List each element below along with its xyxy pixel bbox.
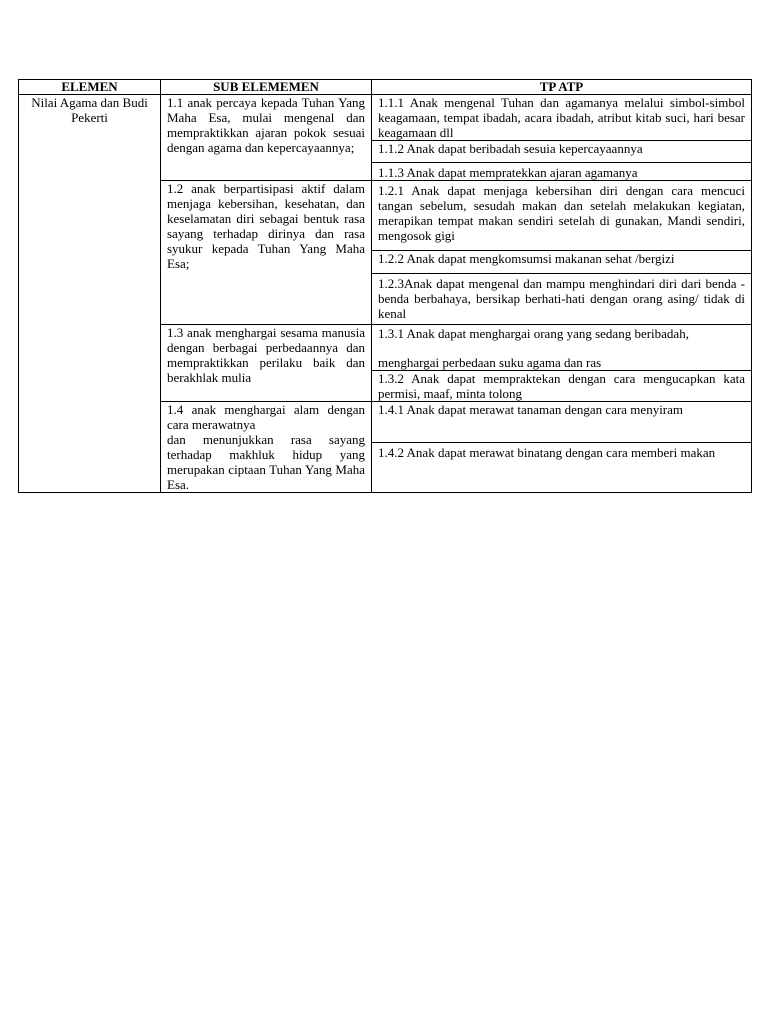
tp-1-4-2: 1.4.2 Anak dapat merawat binatang dengan cara memberi makan: [372, 443, 752, 493]
tp-1-1-1: 1.1.1 Anak mengenal Tuhan dan agamanya melalui simbol-simbol keagamaan, tempat ibadah, acara ibadah, atribut kitab suci, hari besar keagamaan dll: [372, 95, 752, 141]
tp-1-1-3: 1.1.3 Anak dapat mempratekkan ajaran agamanya: [372, 163, 752, 181]
table-row: [19, 95, 752, 141]
header-elemen: ELEMEN: [19, 80, 161, 95]
tp-1-3-2: 1.3.2 Anak dapat mempraktekan dengan cara mengucapkan kata permisi, maaf, minta tolong: [372, 371, 752, 402]
header-row: [19, 80, 752, 95]
curriculum-table: [18, 79, 752, 493]
elemen-cell: Nilai Agama dan Budi Pekerti: [19, 95, 161, 493]
tp-1-4-1: 1.4.1 Anak dapat merawat tanaman dengan cara menyiram: [372, 402, 752, 443]
tp-1-2-1: 1.2.1 Anak dapat menjaga kebersihan diri dengan cara mencuci tangan sebelum, sesudah makan dan setelah melakukan kegiatan, merapikan tempat makan sendiri setelah di gunakan, Mandi sendiri, mengosok gigi: [372, 181, 752, 251]
tp-1-3-1-line1: 1.3.1 Anak dapat menghargai orang yang sedang beribadah,: [378, 326, 689, 341]
tp-1-3-1: [372, 325, 752, 371]
sub-elemen-1-4-part1: 1.4 anak menghargai alam dengan cara merawatnya: [167, 402, 365, 432]
header-tp-atp: TP ATP: [372, 80, 752, 95]
header-sub-elemen: SUB ELEMEMEN: [161, 80, 372, 95]
tp-1-2-3: 1.2.3Anak dapat mengenal dan mampu menghindari diri dari benda - benda berbahaya, bersikap berhati-hati dengan orang asing/ tidak di kenal: [372, 274, 752, 325]
sub-elemen-1-2: 1.2 anak berpartisipasi aktif dalam menjaga kebersihan, kesehatan, dan keselamatan diri sebagai bentuk rasa sayang terhadap dirinya dan rasa syukur kepada Tuhan Yang Maha Esa;: [161, 181, 372, 325]
sub-elemen-1-3: 1.3 anak menghargai sesama manusia dengan berbagai perbedaannya dan mempraktikkan perilaku baik dan berakhlak mulia: [161, 325, 372, 402]
tp-1-2-2: 1.2.2 Anak dapat mengkomsumsi makanan sehat /bergizi: [372, 251, 752, 274]
tp-1-3-1-line2: menghargai perbedaan suku agama dan ras: [378, 355, 602, 370]
sub-elemen-1-1: 1.1 anak percaya kepada Tuhan Yang Maha Esa, mulai mengenal dan mempraktikkan ajaran pokok sesuai dengan agama dan kepercayaannya;: [161, 95, 372, 181]
sub-elemen-1-4: [161, 402, 372, 493]
sub-elemen-1-4-part2: dan menunjukkan rasa sayang terhadap makhluk hidup yang merupakan ciptaan Tuhan Yang Maha Esa.: [167, 432, 365, 492]
tp-1-1-2: 1.1.2 Anak dapat beribadah sesuia kepercayaannya: [372, 141, 752, 163]
